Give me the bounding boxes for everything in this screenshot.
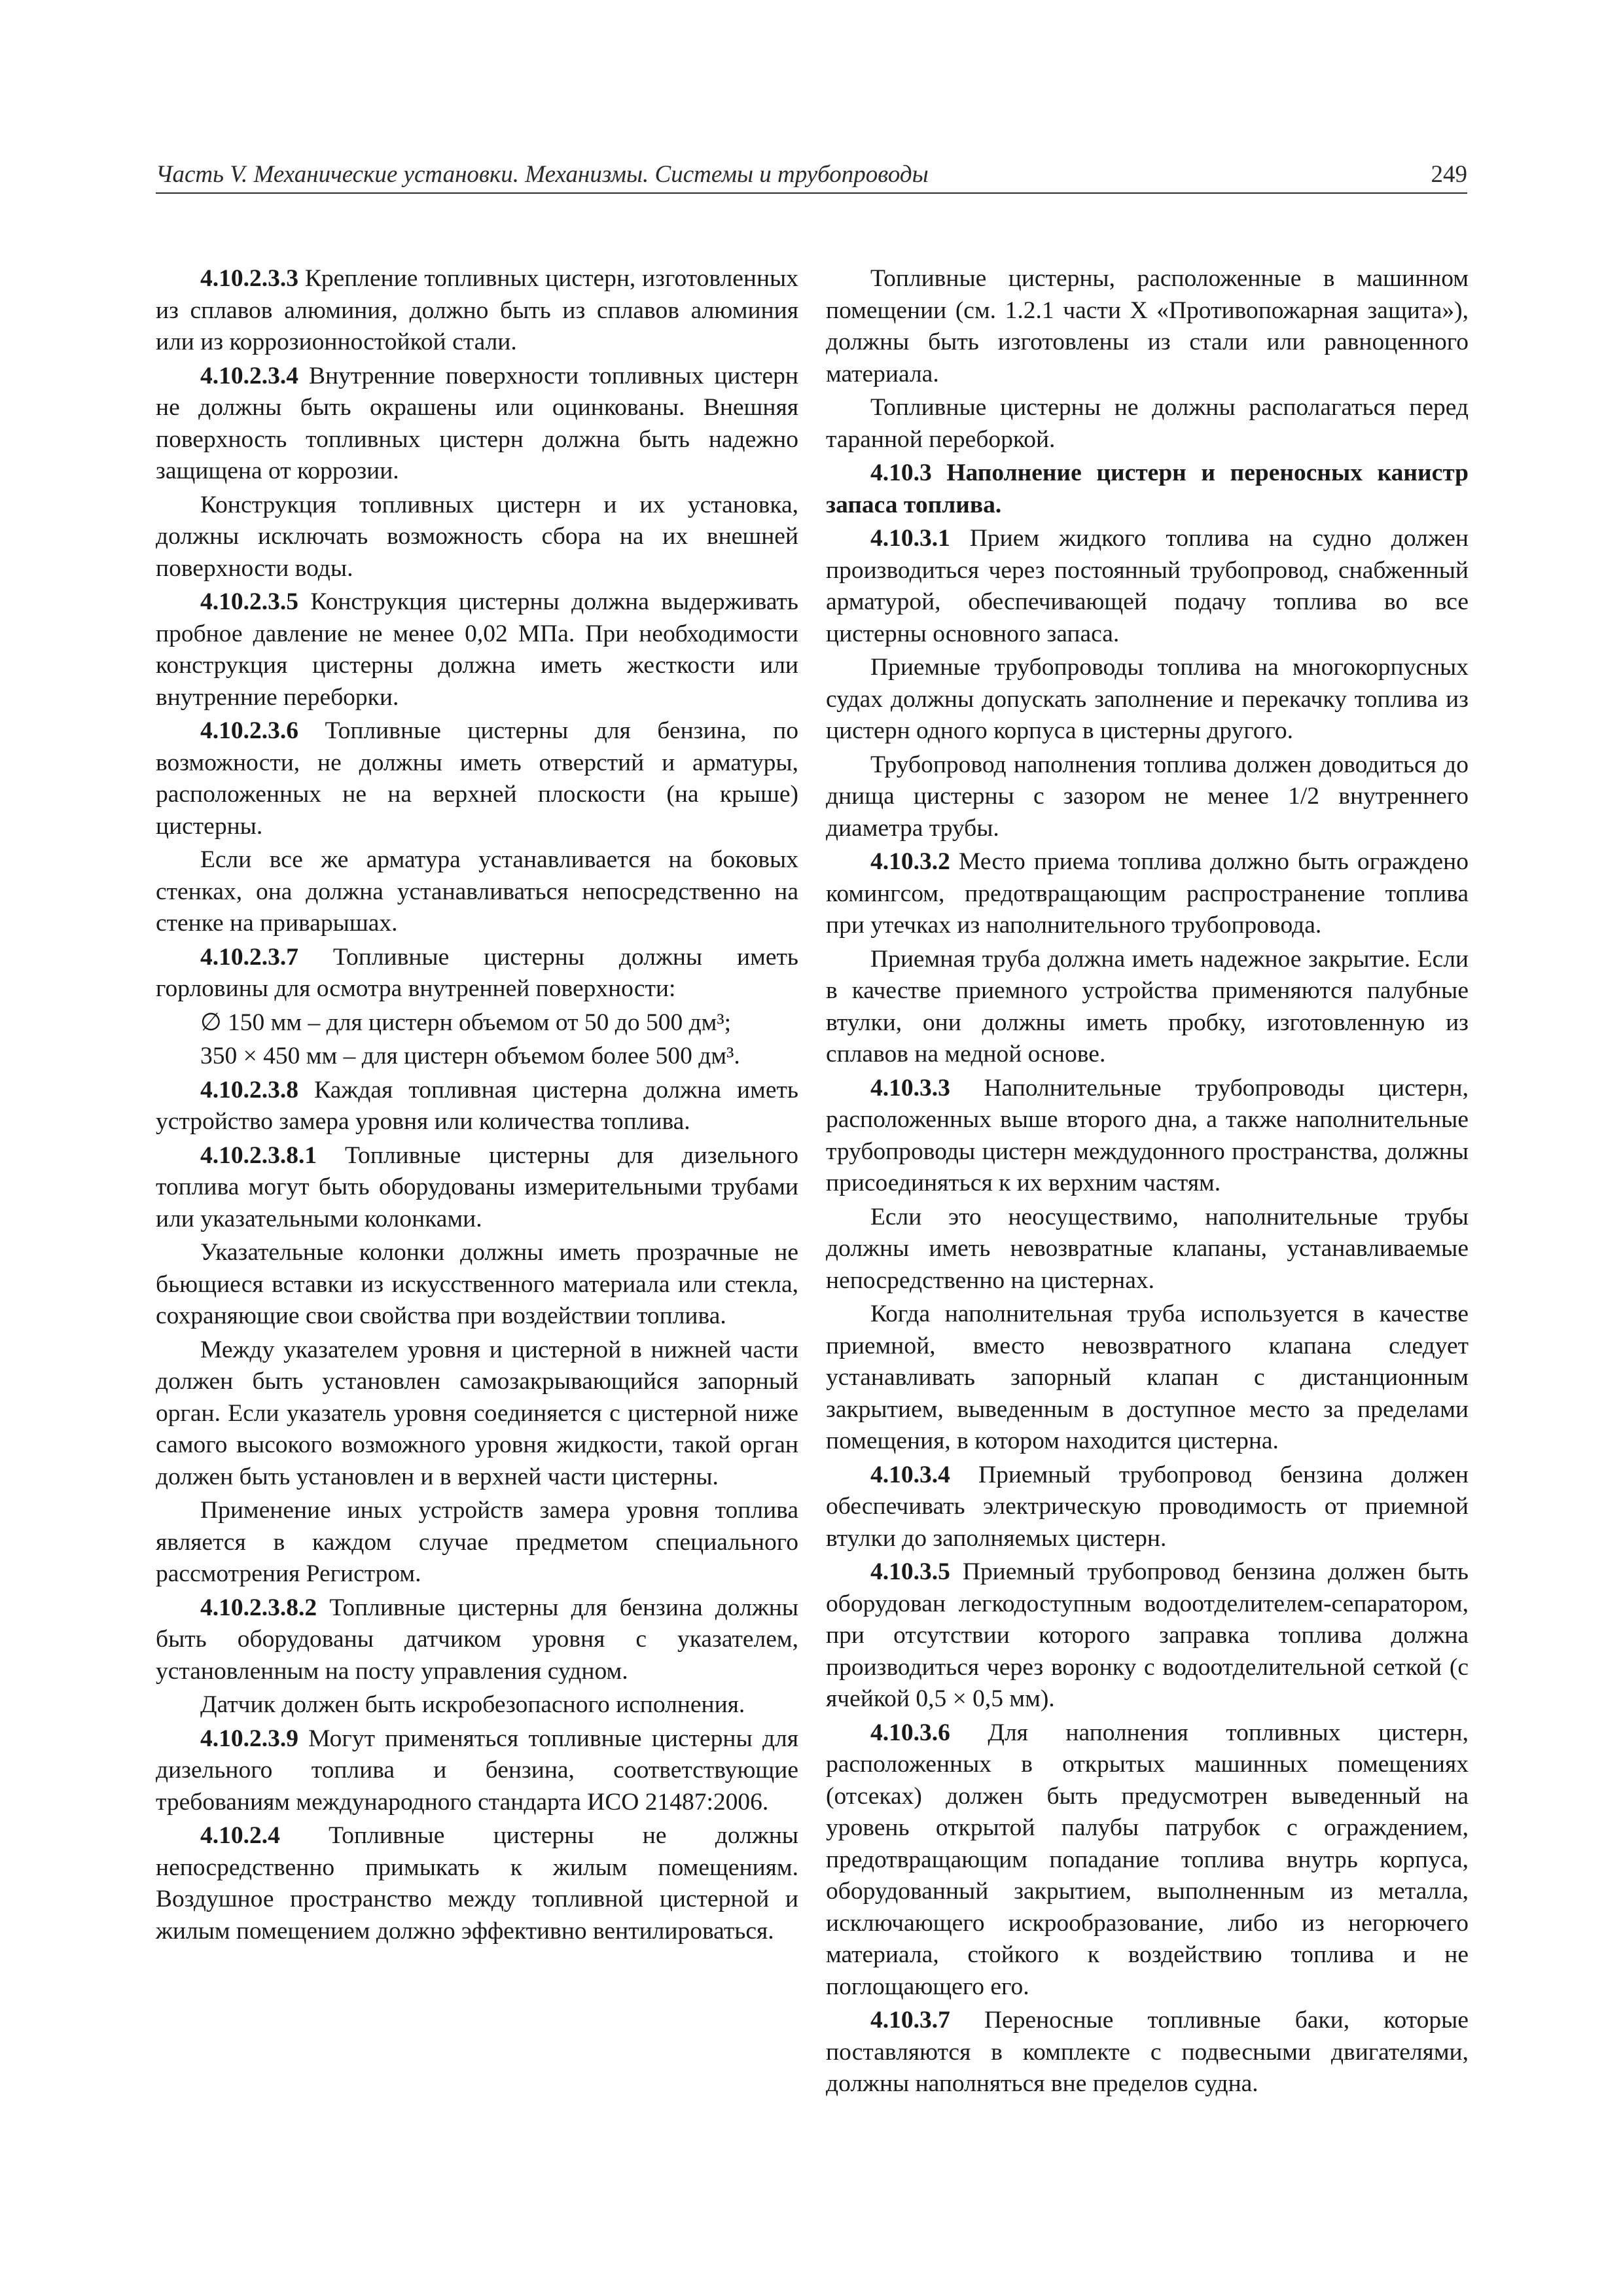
- clause-number: 4.10.3.3: [870, 1074, 950, 1102]
- paragraph: [156, 1075, 798, 1140]
- paragraph-text: Наполнительные трубопроводы цистерн, расположенных выше второго дна, а также наполнительные трубопроводы цистерн междудонного пространства, должны присоединяться к их верхним частям.: [826, 1074, 1469, 1196]
- paragraph: [156, 1592, 798, 1690]
- clause-number: 4.10.3.7: [870, 2007, 950, 2034]
- paragraph-text: Указательные колонки должны иметь прозрачные не бьющиеся вставки из искусственного материала или стекла, сохраняющие свои свойства при воздействии топлива.: [156, 1239, 798, 1329]
- clause-number: 4.10.2.3.7: [200, 943, 298, 971]
- paragraph-text: Конструкция топливных цистерн и их установка, должны исключать возможность сбора на их внешней поверхности воды.: [156, 491, 798, 582]
- paragraph-text: 350 × 450 мм – для цистерн объемом более 500 дм³.: [200, 1043, 740, 1069]
- paragraph-text: Приемный трубопровод бензина должен обеспечивать электрическую проводимость от приемной втулки до заполняемых цистерн.: [826, 1461, 1469, 1552]
- paragraph: [156, 1335, 798, 1496]
- paragraph-text: Трубопровод наполнения топлива должен доводиться до днища цистерны с зазором не менее 1/2 внутреннего диаметра трубы.: [826, 751, 1469, 842]
- paragraph: [826, 1202, 1469, 1299]
- clause-number: 4.10.3: [870, 459, 932, 486]
- paragraph: [826, 846, 1469, 944]
- paragraph: [156, 1820, 798, 1949]
- paragraph: [156, 263, 798, 361]
- paragraph: [826, 1556, 1469, 1717]
- paragraph-text: Приемная труба должна иметь надежное закрытие. Если в качестве приемного устройства применяются палубные втулки, они должны иметь пробку, изготовленную из сплавов на медной основе.: [826, 945, 1469, 1067]
- paragraph-text: Если все же арматура устанавливается на боковых стенках, она должна устанавливаться непосредственно на стенке на приварышах.: [156, 846, 798, 937]
- paragraph: [156, 942, 798, 1007]
- paragraph: [826, 749, 1469, 847]
- paragraph-text: Место приема топлива должно быть ограждено комингсом, предотвращающим распространение топлива при утечках из наполнительного трубопровода.: [826, 848, 1469, 939]
- paragraph-text: Каждая топливная цистерна должна иметь устройство замера уровня или количества топлива.: [156, 1076, 798, 1135]
- page-number: 249: [1431, 161, 1467, 188]
- section-heading: [826, 457, 1469, 523]
- paragraph-text: ∅ 150 мм – для цистерн объемом от 50 до 500 дм³;: [200, 1009, 732, 1036]
- paragraph: [156, 1689, 798, 1723]
- clause-number: 4.10.3.4: [870, 1461, 950, 1488]
- left-column: [156, 263, 798, 1949]
- heading-text: Наполнение цистерн и переносных канистр запаса топлива.: [826, 459, 1469, 518]
- paragraph: [826, 1073, 1469, 1202]
- paragraph-text: Датчик должен быть искробезопасного исполнения.: [200, 1691, 745, 1718]
- list-item: [156, 1041, 798, 1075]
- paragraph-text: Топливные цистерны для дизельного топлива могут быть оборудованы измерительными трубами или указательными колонками.: [156, 1141, 798, 1232]
- paragraph-text: Топливные цистерны для бензина, по возможности, не должны иметь отверстий и арматуры, расположенных не на верхней плоскости (на крыше) цистерны.: [156, 717, 798, 840]
- paragraph-text: Для наполнения топливных цистерн, расположенных в открытых машинных помещениях (отсеках) должен быть предусмотрен выведенный на уровень открытой палубы патрубок с ограждением, предотвращающим попадание топлива внутрь корпуса, оборудованный закрытием, выполненным из металла, исключающего искрообразование, либо из негорючего материала, стойкого к воздействию топлива и не поглощающего его.: [826, 1719, 1469, 2000]
- paragraph-text: Между указателем уровня и цистерной в нижней части должен быть установлен самозакрывающийся запорный орган. Если указатель уровня соединяется с цистерной ниже самого высокого возможного уровня жидкости, такой орган должен быть установлен и в верхней части цистерны.: [156, 1336, 798, 1490]
- clause-number: 4.10.2.3.8.1: [200, 1141, 317, 1169]
- right-column: [826, 263, 1469, 2102]
- paragraph: [826, 1299, 1469, 1460]
- paragraph-text: Топливные цистерны для бензина должны быть оборудованы датчиком уровня с указателем, установленным на посту управления судном.: [156, 1594, 798, 1685]
- list-item: [156, 1007, 798, 1041]
- paragraph: [156, 1140, 798, 1238]
- paragraph-text: Прием жидкого топлива на судно должен производиться через постоянный трубопровод, снабженный арматурой, обеспечивающей подачу топлива во все цистерны основного запаса.: [826, 525, 1469, 647]
- paragraph-text: Конструкция цистерны должна выдерживать пробное давление не менее 0,02 МПа. При необходимости конструкция цистерны должна иметь жесткости или внутренние переборки.: [156, 588, 798, 711]
- paragraph-text: Могут применяться топливные цистерны для дизельного топлива и бензина, соответствующие требованиям международного стандарта ИСО 21487:2006.: [156, 1725, 798, 1816]
- clause-number: 4.10.2.3.9: [200, 1725, 298, 1752]
- paragraph: [156, 1723, 798, 1821]
- clause-number: 4.10.3.2: [870, 848, 950, 875]
- clause-number: 4.10.2.4: [200, 1822, 280, 1849]
- clause-number: 4.10.2.3.8.2: [200, 1594, 317, 1621]
- paragraph: [826, 944, 1469, 1073]
- paragraph: [826, 392, 1469, 457]
- paragraph-text: Когда наполнительная труба используется в качестве приемной, вместо невозвратного клапана следует устанавливать запорный клапан с дистанционным закрытием, выведенным в доступное место за пределами помещения, в котором находится цистерна.: [826, 1300, 1469, 1454]
- paragraph: [826, 2005, 1469, 2102]
- paragraph-text: Применение иных устройств замера уровня топлива является в каждом случае предметом специального рассмотрения Регистром.: [156, 1497, 798, 1587]
- paragraph: [826, 652, 1469, 749]
- paragraph-text: Внутренние поверхности топливных цистерн не должны быть окрашены или оцинкованы. Внешняя поверхность топливных цистерн должна быть надежно защищена от коррозии.: [156, 362, 798, 484]
- clause-number: 4.10.3.5: [870, 1558, 950, 1585]
- clause-number: 4.10.3.1: [870, 525, 950, 552]
- clause-number: 4.10.2.3.5: [200, 588, 298, 615]
- paragraph: [156, 844, 798, 942]
- paragraph: [826, 523, 1469, 652]
- paragraph: [156, 361, 798, 490]
- clause-number: 4.10.2.3.4: [200, 362, 298, 389]
- paragraph: [156, 1237, 798, 1335]
- paragraph-text: Топливные цистерны, расположенные в машинном помещении (см. 1.2.1 части X «Противопожарная защита»), должны быть изготовлены из стали или равноценного материала.: [826, 265, 1469, 387]
- paragraph-text: Топливные цистерны должны иметь горловины для осмотра внутренней поверхности:: [156, 943, 798, 1002]
- clause-number: 4.10.3.6: [870, 1719, 950, 1746]
- paragraph-text: Топливные цистерны не должны непосредственно примыкать к жилым помещениям. Воздушное пространство между топливной цистерной и жилым помещением должно эффективно вентилироваться.: [156, 1822, 798, 1945]
- paragraph-text: Если это неосуществимо, наполнительные трубы должны иметь невозвратные клапаны, устанавливаемые непосредственно на цистернах.: [826, 1203, 1469, 1294]
- paragraph-text: Приемные трубопроводы топлива на многокорпусных судах должны допускать заполнение и перекачку топлива из цистерн одного корпуса в цистерны другого.: [826, 654, 1469, 744]
- paragraph-text: Приемный трубопровод бензина должен быть оборудован легкодоступным водоотделителем-сепаратором, при отсутствии которого заправка топлива должна производиться через воронку с водоотделительной сеткой (с ячейкой 0,5 × 0,5 мм).: [826, 1558, 1469, 1712]
- paragraph-text: Крепление топливных цистерн, изготовленных из сплавов алюминия, должно быть из сплавов алюминия или из коррозионностойкой стали.: [156, 265, 798, 355]
- paragraph: [156, 490, 798, 587]
- paragraph: [826, 263, 1469, 392]
- running-header: [156, 157, 1467, 194]
- paragraph: [156, 1495, 798, 1592]
- paragraph-text: Топливные цистерны не должны располагаться перед таранной переборкой.: [826, 394, 1469, 453]
- clause-number: 4.10.2.3.6: [200, 717, 298, 744]
- header-rule: [156, 192, 1467, 194]
- paragraph: [156, 586, 798, 715]
- header-title: Часть V. Механические установки. Механизмы. Системы и трубопроводы: [156, 161, 929, 188]
- paragraph: [826, 1717, 1469, 2005]
- paragraph-text: Переносные топливные баки, которые поставляются в комплекте с подвесными двигателями, должны наполняться вне пределов судна.: [826, 2007, 1469, 2097]
- paragraph: [156, 715, 798, 844]
- paragraph: [826, 1460, 1469, 1557]
- clause-number: 4.10.2.3.3: [200, 265, 298, 292]
- clause-number: 4.10.2.3.8: [200, 1076, 298, 1103]
